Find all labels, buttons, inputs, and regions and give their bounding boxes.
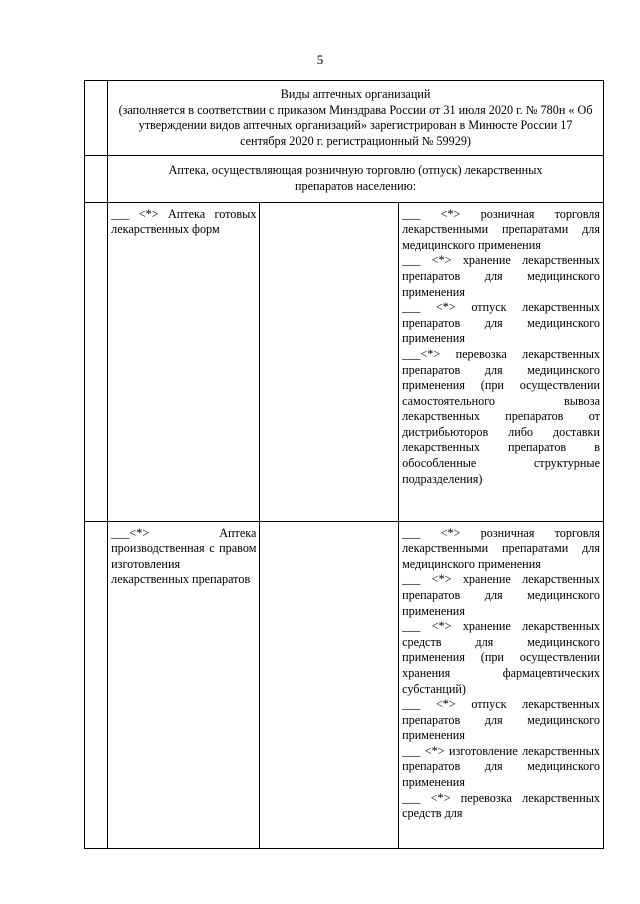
section-title-row: [85, 156, 604, 202]
empty-cell: [85, 81, 108, 156]
activity-item: ___ <*> изготовление лекарственных препаратов для медицинского применения: [402, 743, 600, 790]
table-note: (заполняется в соответствии с приказом Минздрава России от 31 июля 2020 г. № 780н « Об утверждении видов аптечных организаций» зарегистрирован в Минюсте России 17 сентября 2020 г. регистрационный № 59929): [118, 102, 593, 148]
empty-cell: [85, 521, 108, 848]
activity-item: ___ <*> розничная торговля лекарственными препаратами для медицинского применения: [402, 525, 600, 571]
table-header-cell: [108, 81, 604, 156]
activity-item: ___ <*> отпуск лекарственных препаратов для медицинского применения: [402, 300, 600, 346]
table-row: [85, 202, 604, 521]
pharmacy-type-cell: ___ <*> Аптека готовых лекарственных форм: [108, 202, 260, 521]
table-row: [85, 521, 604, 848]
table-header-row: [85, 81, 604, 156]
activity-item: ___ <*> хранение лекарственных препаратов для медицинского применения: [402, 253, 600, 299]
empty-cell: [85, 202, 108, 521]
empty-cell: [260, 202, 399, 521]
activities-cell: [399, 202, 604, 521]
page-number: 5: [316, 52, 324, 67]
pharmacy-types-table: [84, 80, 604, 849]
pharmacy-type-cell: ___<*> Аптека производственная с правом изготовления лекарственных препаратов: [108, 521, 260, 848]
activity-item: ___ <*> отпуск лекарственных препаратов для медицинского применения: [402, 697, 600, 743]
activity-item: ___ <*> хранение лекарственных средств для медицинского применения (при осуществлении хранения фармацевтических субстанций): [402, 619, 600, 696]
section-title: Аптека, осуществляющая розничную торговлю (отпуск) лекарственных препаратов населению:: [108, 156, 604, 202]
activity-item: ___ <*> розничная торговля лекарственными препаратами для медицинского применения: [402, 206, 600, 252]
activity-item: ___ <*> перевозка лекарственных средств для: [402, 790, 600, 821]
table-title: Виды аптечных организаций: [280, 87, 431, 101]
empty-cell: [260, 521, 399, 848]
activity-item: ___ <*> хранение лекарственных препаратов для медицинского применения: [402, 572, 600, 618]
activities-cell: [399, 521, 604, 848]
empty-cell: [85, 156, 108, 202]
activity-item: ___<*> перевозка лекарственных препаратов для медицинского применения (при осуществлении самостоятельного вывоза лекарственных препаратов от дистрибьюторов либо доставки лекарственных препаратов в обособленные структурные подразделения): [402, 346, 600, 486]
